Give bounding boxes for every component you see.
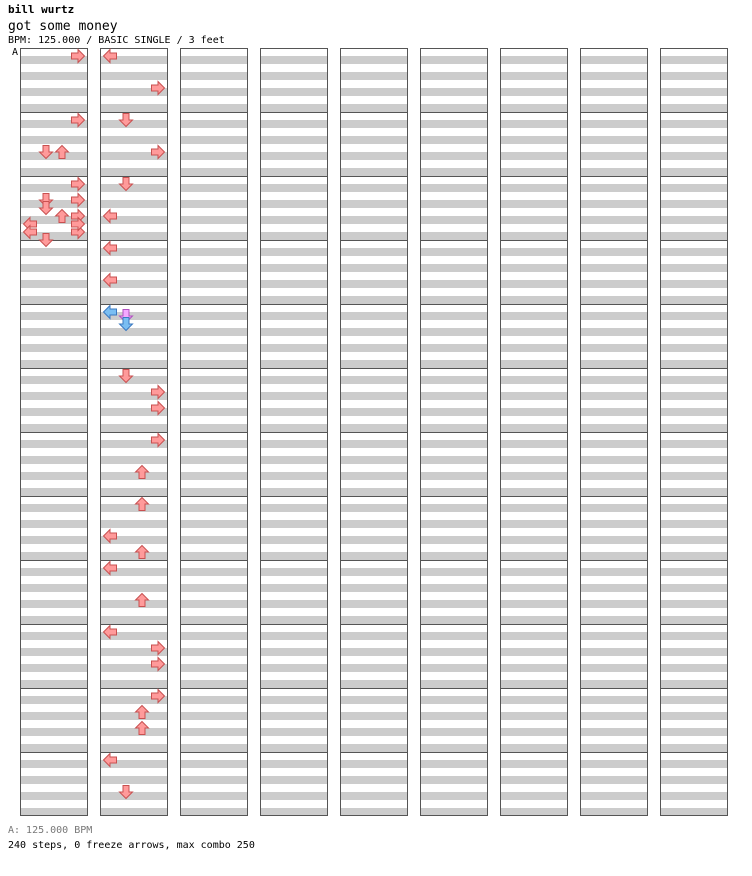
measure xyxy=(100,496,168,560)
measure xyxy=(340,688,408,752)
measure xyxy=(500,560,568,624)
measure xyxy=(420,432,488,496)
measure xyxy=(20,240,88,304)
measure xyxy=(580,624,648,688)
measure xyxy=(420,560,488,624)
measure xyxy=(260,304,328,368)
measure xyxy=(180,176,248,240)
measure xyxy=(340,112,408,176)
measure xyxy=(260,176,328,240)
measure xyxy=(340,752,408,816)
measure xyxy=(580,48,648,112)
measure xyxy=(580,304,648,368)
measure xyxy=(420,496,488,560)
measure xyxy=(660,176,728,240)
measure xyxy=(420,304,488,368)
measure xyxy=(420,752,488,816)
measure xyxy=(340,304,408,368)
measure xyxy=(180,304,248,368)
measure xyxy=(500,688,568,752)
measure xyxy=(340,624,408,688)
measure xyxy=(340,176,408,240)
measure xyxy=(180,688,248,752)
measure xyxy=(180,560,248,624)
measure xyxy=(580,240,648,304)
measure xyxy=(20,624,88,688)
measure xyxy=(340,496,408,560)
measure xyxy=(660,688,728,752)
measure xyxy=(260,240,328,304)
step-stats: 240 steps, 0 freeze arrows, max combo 250 xyxy=(8,840,255,851)
measure xyxy=(180,752,248,816)
measure xyxy=(660,624,728,688)
measure xyxy=(340,368,408,432)
chart-info: BPM: 125.000 / BASIC SINGLE / 3 feet xyxy=(8,35,225,46)
measure xyxy=(100,176,168,240)
measure xyxy=(100,368,168,432)
measure xyxy=(260,368,328,432)
measure xyxy=(180,624,248,688)
measure xyxy=(20,496,88,560)
measure xyxy=(660,112,728,176)
measure xyxy=(580,496,648,560)
measure xyxy=(20,368,88,432)
bpm-segment-marker: A xyxy=(12,47,19,58)
measure xyxy=(580,432,648,496)
measure xyxy=(20,688,88,752)
measure xyxy=(260,688,328,752)
measure xyxy=(420,368,488,432)
measure xyxy=(500,112,568,176)
measure xyxy=(20,560,88,624)
measure xyxy=(100,112,168,176)
artist-name: bill wurtz xyxy=(8,3,75,16)
measure xyxy=(580,112,648,176)
measure xyxy=(580,176,648,240)
measure xyxy=(340,240,408,304)
measure xyxy=(260,560,328,624)
measure xyxy=(580,688,648,752)
measure xyxy=(500,432,568,496)
measure xyxy=(660,752,728,816)
measure xyxy=(340,560,408,624)
measure xyxy=(340,432,408,496)
measure xyxy=(660,48,728,112)
measure xyxy=(660,368,728,432)
measure xyxy=(260,432,328,496)
measure xyxy=(20,432,88,496)
measure xyxy=(500,368,568,432)
measure xyxy=(340,48,408,112)
measure xyxy=(420,624,488,688)
measure xyxy=(180,496,248,560)
measure xyxy=(180,48,248,112)
measure xyxy=(500,48,568,112)
measure xyxy=(420,48,488,112)
measure xyxy=(20,304,88,368)
measure xyxy=(180,240,248,304)
measure xyxy=(500,176,568,240)
measure xyxy=(500,304,568,368)
measure xyxy=(580,368,648,432)
measure xyxy=(260,624,328,688)
measure xyxy=(420,112,488,176)
measure xyxy=(500,240,568,304)
measure xyxy=(260,752,328,816)
bpm-summary: A: 125.000 BPM xyxy=(8,825,93,836)
measure xyxy=(500,496,568,560)
measure xyxy=(660,432,728,496)
measure xyxy=(180,112,248,176)
measure xyxy=(420,176,488,240)
measure xyxy=(500,752,568,816)
measure xyxy=(660,496,728,560)
measure xyxy=(260,48,328,112)
measure xyxy=(500,624,568,688)
measure xyxy=(580,560,648,624)
measure xyxy=(580,752,648,816)
measure xyxy=(660,560,728,624)
measure xyxy=(180,368,248,432)
song-title: got some money xyxy=(8,19,118,34)
measure xyxy=(420,240,488,304)
measure xyxy=(180,432,248,496)
measure xyxy=(660,240,728,304)
measure xyxy=(660,304,728,368)
measure xyxy=(260,112,328,176)
measure xyxy=(420,688,488,752)
measure xyxy=(20,752,88,816)
measure xyxy=(260,496,328,560)
